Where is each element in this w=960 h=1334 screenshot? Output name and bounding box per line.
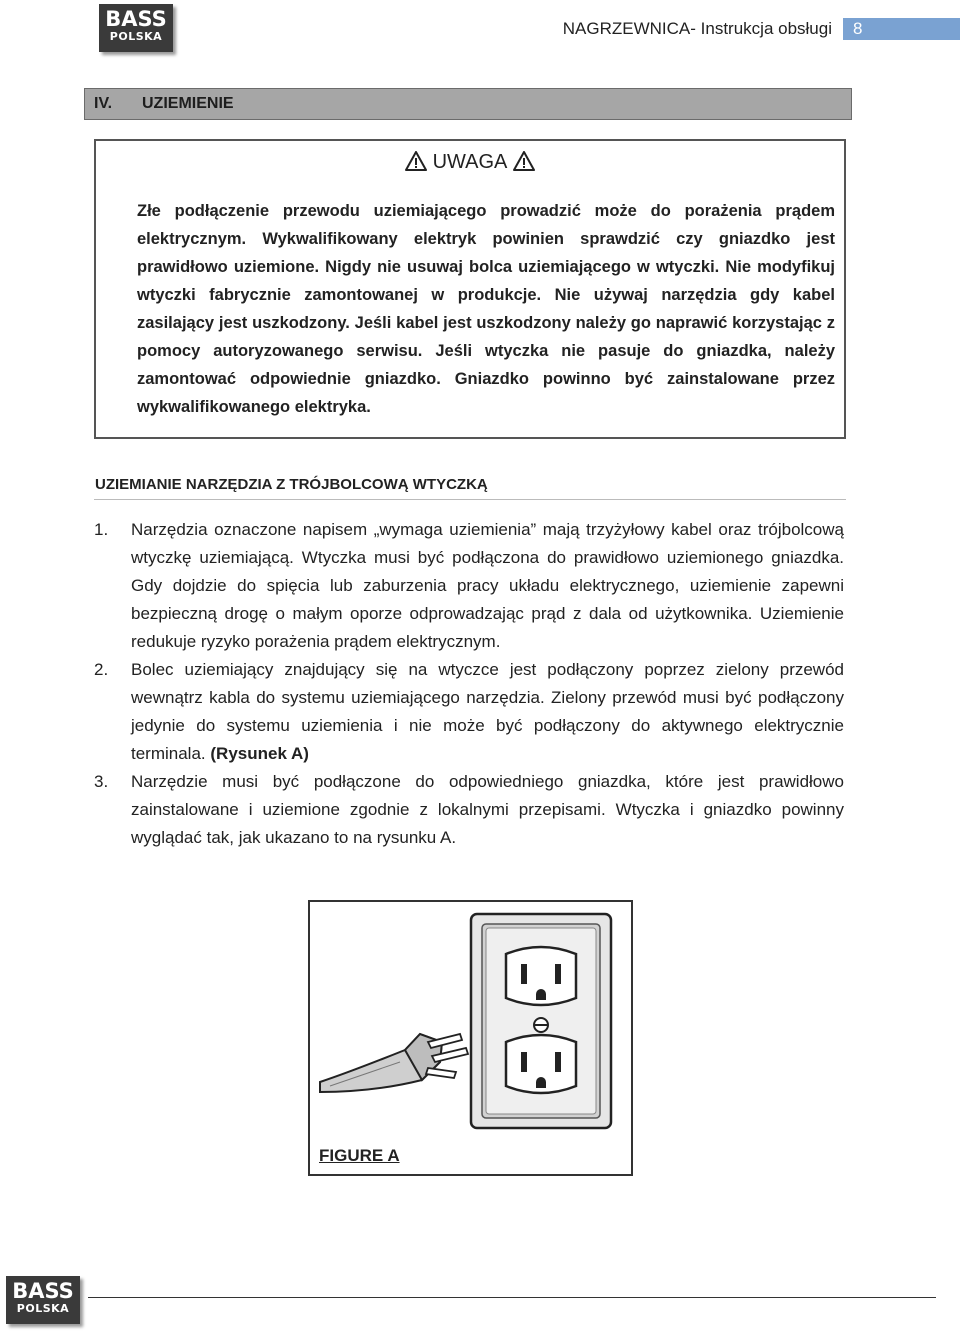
list-item-text: Narzędzie musi być podłączone do odpowiedniego gniazdka, które jest prawidłowo zainstalowane i uziemione zgodnie z lokalnymi przepisami. Wtyczka i gniazdko powinny wyglądać tak, jak ukazano to na rysunku A. [131,772,844,847]
warning-heading-label: UWAGA [432,151,508,173]
section-heading-bar [84,88,852,120]
brand-logo [99,4,173,52]
warning-text: Złe podłączenie przewodu uziemiającego prowadzić może do porażenia prądem elektrycznym. Wykwalifikowany elektryk powinien sprawdzić czy gniazdko jest prawidłowo uziemione. Nigdy nie usuwaj bolca uziemiającego w wtyczki. Nie modyfikuj wtyczki fabrycznie zamontowanej w produkcje. Nie używaj narzędzia gdy kabel zasilający jest uszkodzony. Jeśli kabel jest uszkodzony należy go naprawić korzystając z pomocy autoryzowanego serwisu. Jeśli wtyczka nie pasuje do gniazdka, należy zamontować odpowiednie gniazdko. Gniazdko powinno być zainstalowane przez wykwalifikowanego elektryka. [137,202,835,416]
list-item-text: Bolec uziemiający znajdujący się na wtyczce jest podłączony poprzez zielony przewód wewnątrz kabla do systemu uziemiającego narzędzia. Zielony przewód musi być podłączony jedynie do systemu uziemienia i nie może być podłączony do aktywnego elektrycznie terminala. [131,660,844,763]
figure-caption: FIGURE A [319,1146,400,1165]
logo-text-main: BASS [105,7,167,31]
plug-and-outlet-illustration [310,902,631,1142]
warning-triangle-icon [405,151,427,171]
warning-heading [96,151,844,174]
list-item-number: 1. [94,520,109,539]
warning-triangle-icon [513,151,535,171]
figure-a [308,900,633,1176]
list-item [94,768,844,852]
subsection-divider [94,499,846,500]
outlet-screw [534,1018,548,1032]
outlet-receptacle-top [506,947,576,1005]
footer-divider [88,1297,936,1298]
three-prong-plug [320,1034,468,1092]
footer-logo-text-main: BASS [12,1279,74,1303]
list-item [94,516,844,656]
subsection-heading: UZIEMIANIE NARZĘDZIA Z TRÓJBOLCOWĄ WTYCZKĄ [95,476,488,493]
footer-brand-logo [6,1276,80,1324]
logo-text-sub: POLSKA [109,30,163,43]
list-item-number: 3. [94,772,109,791]
page-number: 8 [853,19,863,38]
instruction-list [94,516,844,852]
list-item [94,656,844,768]
outlet-receptacle-bottom [506,1035,576,1093]
footer-logo-text-sub: POLSKA [16,1302,70,1315]
list-item-number: 2. [94,660,109,679]
list-item-text: Narzędzia oznaczone napisem „wymaga uziemienia” mają trzyżyłowy kabel oraz trójbolcową wtyczkę uziemiającą. Wtyczka musi być podłączona do prawidłowo uziemionego gniazdka. Gdy dojdzie do spięcia lub zaburzenia pracy układu elektrycznego, uziemienie zapewni bezpieczną drogę o małym oporze odprowadzając prąd z dala od użytkownika. Uziemienie redukuje ryzyko porażenia prądem elektrycznym. [131,520,844,651]
section-title: UZIEMIENIE [142,95,234,112]
figure-reference: (Rysunek A) [210,744,309,763]
document-title: NAGRZEWNICA- Instrukcja obsługi [562,19,832,38]
warning-box [94,139,846,439]
section-number: IV. [94,95,113,112]
